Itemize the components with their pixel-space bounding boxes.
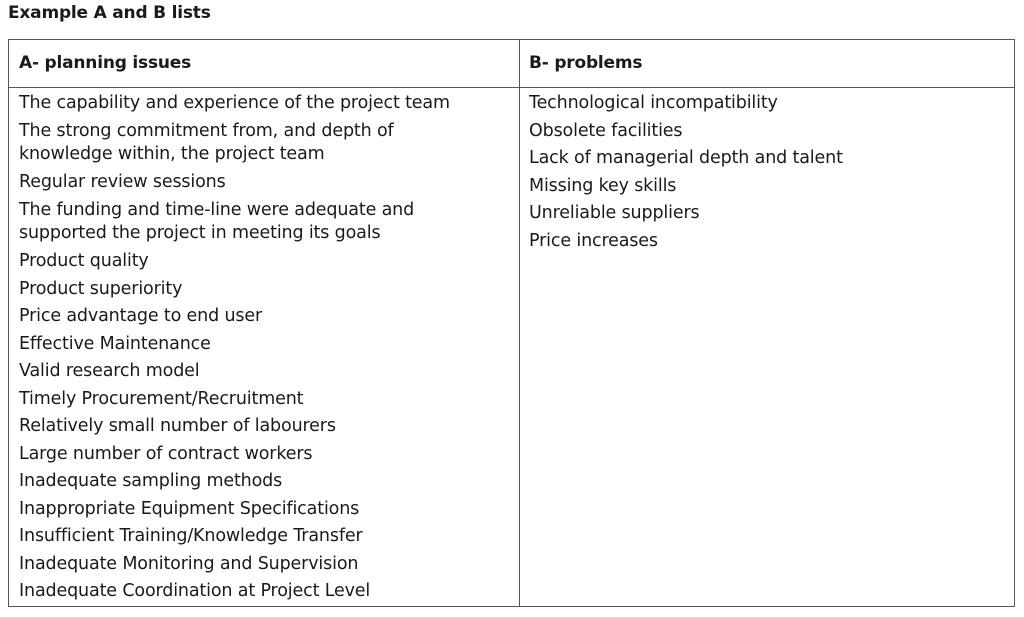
- list-item: The strong commitment from, and depth of knowledge within, the project team: [19, 120, 394, 164]
- list-item: Product superiority: [19, 278, 183, 299]
- list-item: Price increases: [529, 230, 658, 251]
- list-item: Inappropriate Equipment Specifications: [19, 498, 360, 519]
- list-item: Large number of contract workers: [19, 443, 313, 464]
- list-item: Relatively small number of labourers: [19, 416, 336, 436]
- list-item: Valid research model: [19, 361, 200, 381]
- list-item: Timely Procurement/Recruitment: [19, 388, 304, 409]
- column-header-planning-issues: A- planning issues: [19, 53, 192, 73]
- column-header-problems: B- problems: [529, 53, 643, 73]
- list-item: Obsolete facilities: [529, 120, 683, 141]
- list-item: Lack of managerial depth and talent: [529, 148, 843, 168]
- column-divider: [519, 40, 520, 606]
- problems-list: [529, 92, 1009, 257]
- header-divider: [9, 87, 1014, 88]
- planning-issues-list: [19, 92, 509, 608]
- list-item: Effective Maintenance: [19, 333, 211, 354]
- ab-lists-table: [8, 39, 1015, 607]
- list-item: The funding and time-line were adequate and supported the project in meeting its goals: [19, 199, 415, 243]
- list-item: Inadequate sampling methods: [19, 471, 283, 491]
- list-item: Unreliable suppliers: [529, 203, 700, 223]
- list-item: Technological incompatibility: [529, 93, 778, 113]
- list-item: Inadequate Coordination at Project Level: [19, 581, 371, 601]
- list-item: Missing key skills: [529, 175, 677, 196]
- document-title: Example A and B lists: [8, 3, 211, 23]
- list-item: Inadequate Monitoring and Supervision: [19, 553, 359, 574]
- list-item: Insufficient Training/Knowledge Transfer: [19, 526, 363, 546]
- list-item: Product quality: [19, 251, 149, 271]
- list-item: The capability and experience of the project team: [19, 93, 450, 113]
- list-item: Price advantage to end user: [19, 306, 263, 326]
- list-item: Regular review sessions: [19, 172, 226, 192]
